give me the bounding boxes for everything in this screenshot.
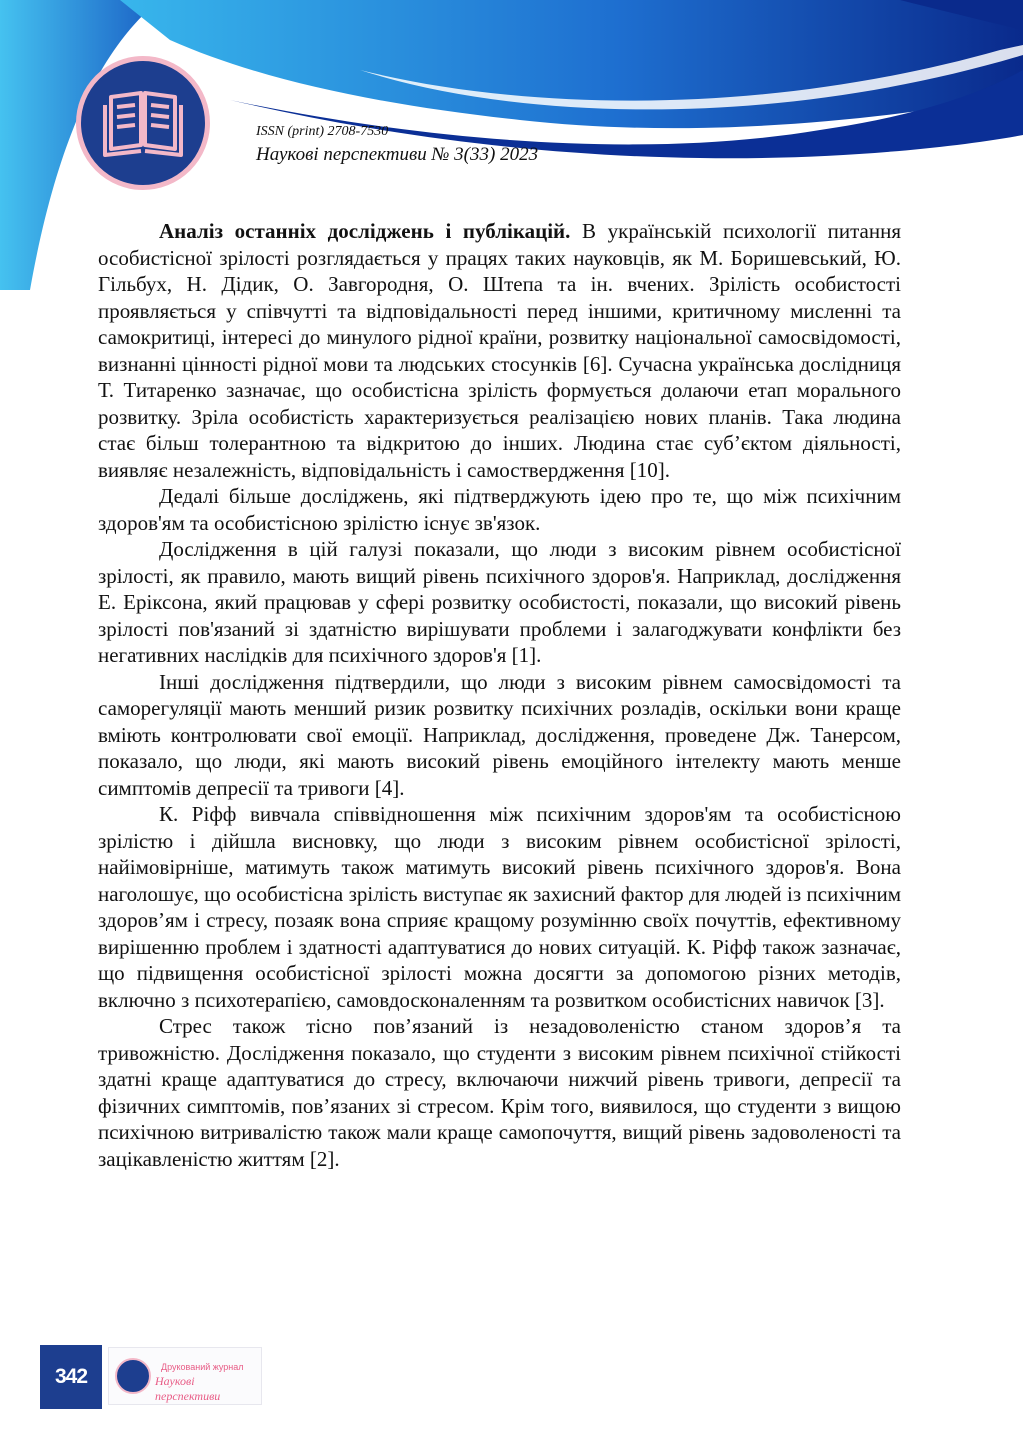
paragraph-text: К. Ріфф вивчала співвідношення між психічним здоров'ям та особистісною зрілістю і дійшла висновку, що люди з високим рівнем особистісної зрілості, найімовірніше, матимуть також матимуть високий рівень психічного здоров'я. Вона наголошує, що особистісна зрілість виступає як захисний фактор для людей із психічним здоров’ям і стресу, позаяк вона сприяє кращому розумінню своїх почуттів, ефективному вирішенню проблем і здатності адаптуватися до нових ситуацій. К. Ріфф також зазначає, що підвищення особистісної зрілості можна досягти за допомогою різних методів, включно з психотерапією, самовдосконаленням та розвитком особистісних навичок [3]. <box>98 802 901 1012</box>
paragraph-text: Стрес також тісно пов’язаний із незадоволеністю станом здоров’я та тривожністю. Дослідження показало, що студенти з високим рівнем психічної стійкості здатні краще адаптуватися до стресу, включаючи нижчий рівень тривоги, депресії та фізичних симптомів, пов’язаних зі стресом. Крім того, виявилося, що студенти з вищою психічною витривалістю також мали краще самопочуття, вищий рівень задоволеності та зацікавленістю життям [2]. <box>98 1014 901 1171</box>
paragraph-text: Дедалі більше досліджень, які підтверджують ідею про те, що між психічним здоров'ям та особистісною зрілістю існує зв'язок. <box>98 484 901 535</box>
paragraph-text: В українській психології питання особистісної зрілості розглядається у працях таких науковців, як М. Боришевський, Ю. Гільбух, Н. Дідик, О. Завгородня, О. Штепа та ін. вчених. Зрілість особистості проявляється у співчутті та відповідальності перед іншими, критичному мисленні та самокритиці, інтересі до минулого рідної країни, розвитку національної самосвідомості, визнанні цінності рідної мови та людських стосунків [6]. Сучасна українська дослідниця Т. Титаренко зазначає, що особистісна зрілість формується долаючи етап морального розвитку. Зріла особистість характеризується реалізацією нових планів. Така людина стає більш толерантною та відкритою до інших. Людина стає суб’єктом діяльності, виявляє незалежність, відповідальність і самоствердження [10]. <box>98 219 901 482</box>
open-book-icon <box>101 83 185 163</box>
journal-title: Наукові перспективи № 3(33) 2023 <box>256 144 539 165</box>
issn-label: ISSN (print) 2708-7530 <box>256 124 389 139</box>
paragraph-1 <box>98 218 901 483</box>
paragraph-4 <box>98 669 901 802</box>
paragraph-text: Інші дослідження підтвердили, що люди з високим рівнем самосвідомості та саморегуляції мають менший ризик розвитку психічних розладів, оскільки вони краще вміють контролювати свої емоції. Наприклад, дослідження, проведене Дж. Танерсом, показало, що люди, які мають високий рівень емоційного інтелекту мають менше симптомів депресії та тривоги [4]. <box>98 669 901 800</box>
page-number: 342 <box>40 1345 102 1409</box>
paragraph-5 <box>98 801 901 1013</box>
footer-journal-logo <box>108 1347 262 1405</box>
paragraph-text: Дослідження в цій галузі показали, що люди з високим рівнем особистісної зрілості, як правило, мають вищий рівень психічного здоров'я. Наприклад, дослідження Е. Еріксона, який працював у сфері розвитку особистості, показали, що високий рівень зрілості пов'язаний зі здатністю вирішувати проблеми і залагоджувати конфлікти без негативних наслідків для психічного здоров'я [1]. <box>98 537 901 667</box>
paragraph-6 <box>98 1013 901 1172</box>
journal-logo <box>76 56 210 190</box>
footer-logo-line1: Друкований журнал <box>161 1362 244 1372</box>
article-body <box>98 218 901 1172</box>
section-heading: Аналіз останніх досліджень і публікацій. <box>159 219 571 243</box>
paragraph-3 <box>98 536 901 669</box>
paragraph-2 <box>98 483 901 536</box>
mini-logo-icon <box>115 1358 151 1394</box>
footer-logo-line2: Наукові перспективи <box>155 1374 221 1403</box>
